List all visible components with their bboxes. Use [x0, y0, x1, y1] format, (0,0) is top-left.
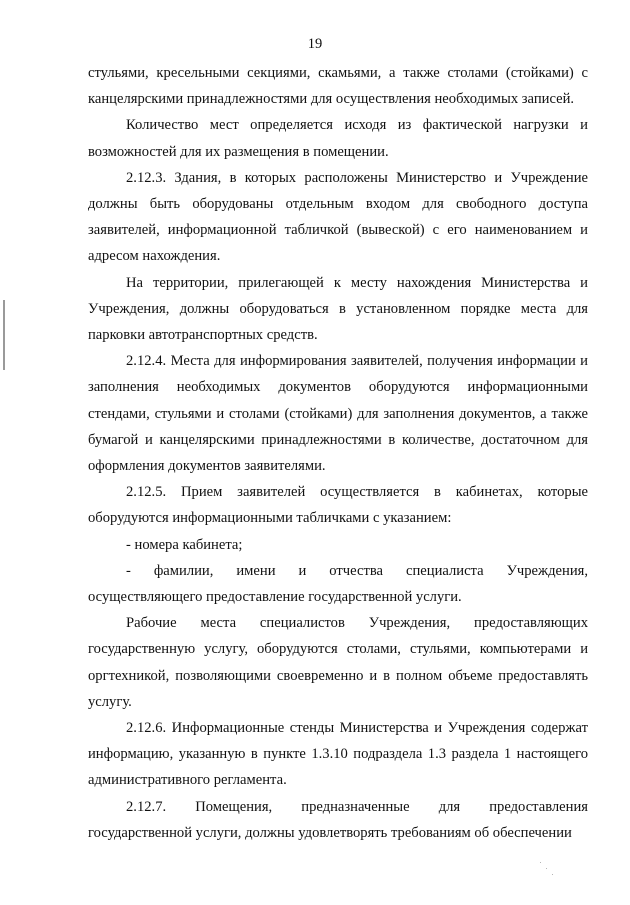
- scan-speck: [546, 868, 547, 869]
- paragraph-2-12-4: 2.12.4. Места для информирования заявителей, получения информации и заполнения необходимых документов оборудуются информационными стендами, стульями и столами (стойками) для заполнения документов, а также бумагой и канцелярскими принадлежностями в количестве, достаточном для оформления документов заявителями.: [88, 353, 588, 475]
- scan-speck: [540, 862, 541, 863]
- scan-edge-mark: [3, 300, 5, 370]
- scan-speck: [552, 874, 553, 875]
- list-item-specialist-name: - фамилии, имени и отчества специалиста Учреждения, осуществляющего предоставление государственной услуги.: [88, 562, 588, 606]
- paragraph-2-12-7: 2.12.7. Помещения, предназначенные для предоставления государственной услуги, должны удовлетворять требованиям об обеспечении: [88, 798, 588, 841]
- document-body: [88, 60, 588, 846]
- paragraph-continuation: стульями, кресельными секциями, скамьями, а также столами (стойками) с канцелярскими принадлежностями для осуществления необходимых записей.: [88, 65, 588, 108]
- paragraph-workplaces: Рабочие места специалистов Учреждения, предоставляющих государственную услугу, оборудуются столами, стульями, компьютерами и оргтехникой, позволяющими своевременно и в полном объеме предоставлять услугу.: [88, 615, 588, 710]
- paragraph-2-12-3: 2.12.3. Здания, в которых расположены Министерство и Учреждение должны быть оборудованы отдельным входом для свободного доступа заявителей, информационной табличкой (вывеской) с его наименованием и адресом нахождения.: [88, 169, 588, 265]
- paragraph-seat-count: Количество мест определяется исходя из фактической нагрузки и возможностей для их размещения в помещении.: [88, 117, 588, 160]
- paragraph-2-12-6: 2.12.6. Информационные стенды Министерства и Учреждения содержат информацию, указанную в пункте 1.3.10 подраздела 1.3 раздела 1 настоящего административного регламента.: [88, 720, 588, 789]
- paragraph-2-12-5: 2.12.5. Прием заявителей осуществляется в кабинетах, которые оборудуются информационными табличками с указанием:: [88, 484, 588, 527]
- page-number: 19: [307, 36, 323, 52]
- list-item-room-number: - номера кабинета;: [126, 536, 243, 553]
- paragraph-parking: На территории, прилегающей к месту нахождения Министерства и Учреждения, должны оборудоваться в установленном порядке места для парковки автотранспортных средств.: [88, 274, 588, 344]
